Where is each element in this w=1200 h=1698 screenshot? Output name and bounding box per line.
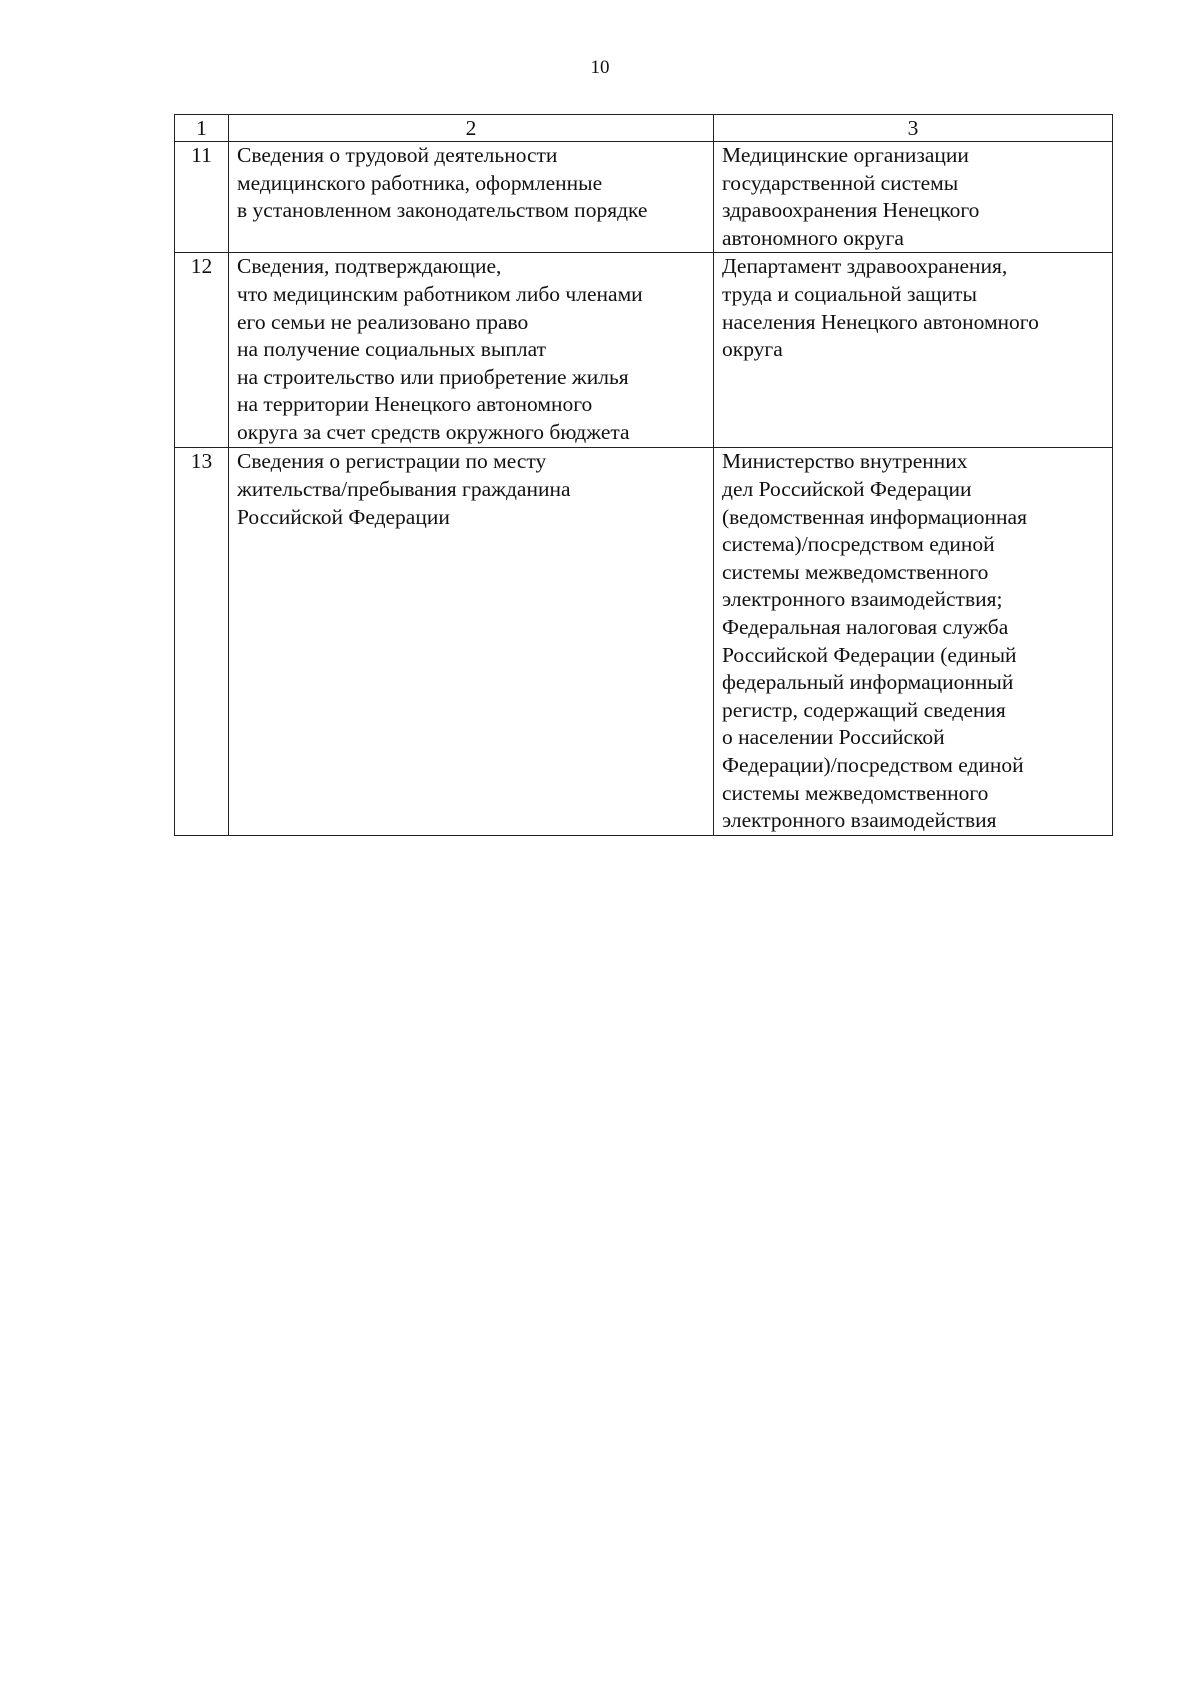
source-line: округа [722,337,783,362]
row-number: 12 [175,253,229,448]
description-line: Сведения, подтверждающие, [237,254,502,279]
source-line: система)/посредством единой [722,532,995,557]
description-line: что медицинским работником либо членами [237,281,643,306]
source-line: электронного взаимодействия [722,808,997,833]
row-source [714,142,1113,253]
header-cell-source: 3 [714,115,1113,142]
source-line: дел Российской Федерации [722,476,972,501]
source-line: Федеральная налоговая служба [722,614,1009,639]
row-source [714,448,1113,835]
header-cell-number: 1 [175,115,229,142]
source-line: государственной системы [722,170,959,195]
source-line: системы межведомственного [722,559,989,584]
source-line: регистр, содержащий сведения [722,697,1006,722]
description-line: в установленном законодательством порядке [237,198,648,223]
table-row [175,448,1113,835]
description-line: жительства/пребывания гражданина [237,476,571,501]
source-line: Департамент здравоохранения, [722,254,1008,279]
row-number: 13 [175,448,229,835]
source-line: Российской Федерации (единый [722,642,1017,667]
table-row [175,253,1113,448]
source-line: Медицинские организации [722,143,969,167]
description-line: на получение социальных выплат [237,337,547,362]
description-line: медицинского работника, оформленные [237,170,603,195]
source-line: системы межведомственного [722,780,989,805]
header-cell-description: 2 [229,115,714,142]
row-description [229,448,714,835]
description-line: его семьи не реализовано право [237,309,529,334]
description-line: Сведения о трудовой деятельности [237,143,558,167]
source-line: Министерство внутренних [722,449,968,474]
row-source [714,253,1113,448]
source-line: Федерации)/посредством единой [722,752,1024,777]
source-line: населения Ненецкого автономного [722,309,1039,334]
source-line: федеральный информационный [722,670,1014,695]
description-line: на территории Ненецкого автономного [237,392,593,417]
page-number: 10 [590,57,610,78]
row-description [229,142,714,253]
description-line: Российской Федерации [237,504,450,529]
source-line: электронного взаимодействия; [722,587,1003,612]
source-line: о населении Российской [722,725,945,750]
description-line: на строительство или приобретение жилья [237,364,629,389]
table-header-row [175,115,1113,142]
source-line: (ведомственная информационная [722,504,1027,529]
source-line: труда и социальной защиты [722,281,977,306]
table-row [175,142,1113,253]
row-number: 11 [175,142,229,253]
data-sources-table [174,114,1113,836]
description-line: Сведения о регистрации по месту [237,449,547,474]
row-description [229,253,714,448]
source-line: здравоохранения Ненецкого [722,198,980,223]
source-line: автономного округа [722,225,904,250]
description-line: округа за счет средств окружного бюджета [237,419,630,444]
